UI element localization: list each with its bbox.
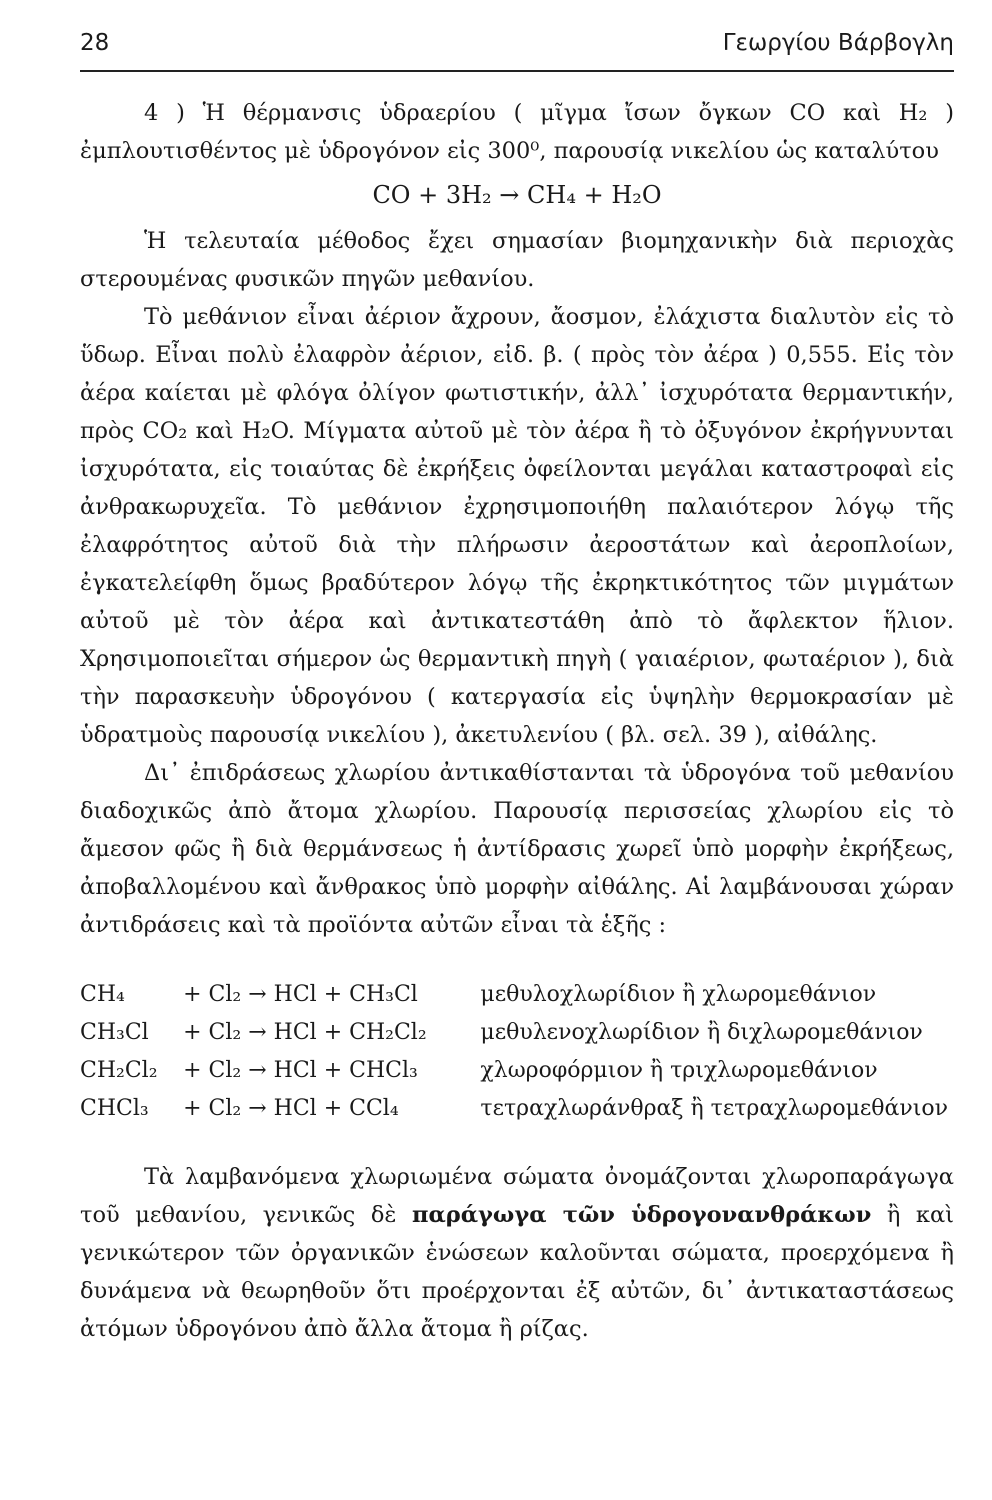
product-name: τετραχλωράνθραξ ἢ τετραχλωρομεθάνιον [480, 1096, 948, 1121]
reaction-row [80, 976, 954, 1014]
reactant: CHCl₃ [80, 1096, 149, 1121]
product-name: μεθυλοχλωρίδιον ἢ χλωρομεθάνιον [480, 982, 877, 1007]
header-rule [80, 70, 954, 72]
page-header [80, 30, 954, 56]
paragraph-industrial-significance: Ἡ τελευταία μέθοδος ἔχει σημασίαν βιομηχανικὴν διὰ περιοχὰς στερουμένας φυσικῶν πηγῶν μεθανίου. [80, 228, 954, 292]
reaction-row [80, 1052, 954, 1090]
reaction-equation: + Cl₂ → HCl + CH₂Cl₂ [183, 1020, 427, 1045]
running-head-author: Γεωργίου Βάρβογλη [722, 30, 954, 56]
paragraph-chlorination: Δι᾽ ἐπιδράσεως χλωρίου ἀντικαθίστανται τὰ ὑδρογόνα τοῦ μεθανίου διαδοχικῶς ἀπὸ ἄτομα χλωρίου. Παρουσίᾳ περισσείας χλωρίου εἰς τὸ ἄμεσον φῶς ἢ διὰ θερμάνσεως ἡ ἀντίδρασις χωρεῖ ὑπὸ μορφὴν ἐκρήξεως, ἀποβαλλομένου καὶ ἄνθρακος ὑπὸ μορφὴν αἰθάλης. Αἱ λαμβάνουσαι χώραν ἀντιδράσεις καὶ τὰ προϊόντα αὐτῶν εἶναι τὰ ἑξῆς : [80, 760, 954, 938]
paragraph-properties: Τὸ μεθάνιον εἶναι ἀέριον ἄχρουν, ἄοσμον, ἐλάχιστα διαλυτὸν εἰς τὸ ὕδωρ. Εἶναι πολὺ ἐλαφρὸν ἀέριον, εἰδ. β. ( πρὸς τὸν ἀέρα ) 0,555. Εἰς τὸν ἀέρα καίεται μὲ φλόγα ὀλίγον φωτιστικήν, ἀλλ᾽ ἰσχυρότατα θερμαντικήν, πρὸς CO₂ καὶ H₂O. Μίγματα αὐτοῦ μὲ τὸν ἀέρα ἢ τὸ ὀξυγόνον ἐκρήγνυνται ἰσχυρότατα, εἰς τοιαύτας δὲ ἐκρήξεις ὀφείλονται μεγάλαι καταστροφαὶ εἰς ἀνθρακωρυχεῖα. Τὸ μεθάνιον ἐχρησιμοποιήθη παλαιότερον λόγῳ τῆς ἐλαφρότητος αὐτοῦ διὰ τὴν πλήρωσιν ἀεροστάτων καὶ ἀεροπλοίων, ἐγκατελείφθη ὅμως βραδύτερον λόγῳ τῆς ἐκρηκτικότητος τῶν μιγμάτων αὐτοῦ μὲ τὸν ἀέρα καὶ ἀντικατεστάθη ἀπὸ τὸ ἄφλεκτον ἥλιον. Χρησιμοποιεῖται σήμερον ὡς θερμαντικὴ πηγὴ ( γαιαέριον, φωταέριον ), διὰ τὴν παρασκευὴν ὑδρογόνου ( κατεργασία εἰς ὑψηλὴν θερμοκρασίαν μὲ ὑδρατμοὺς παρουσίᾳ νικελίου ), ἀκετυλενίου ( βλ. σελ. 39 ), αἰθάλης. [80, 304, 954, 748]
reaction-equation: + Cl₂ → HCl + CH₃Cl [183, 982, 418, 1007]
paragraph-method-4: 4 ) Ἡ θέρμανσις ὑδραερίου ( μῖγμα ἴσων ὄγκων CO καὶ H₂ ) ἐμπλουτισθέντος μὲ ὑδρογόνον εἰς 300⁰, παρουσίᾳ νικελίου ὡς καταλύτου [80, 100, 954, 164]
product-name: χλωροφόρμιον ἢ τριχλωρομεθάνιον [480, 1058, 878, 1083]
chlorination-reactions-table [80, 976, 954, 1128]
reactant: CH₂Cl₂ [80, 1058, 158, 1083]
equation-methanation: CO + 3H₂ → CH₄ + H₂O [372, 181, 662, 209]
paragraph-derivatives [80, 1158, 954, 1348]
reaction-equation: + Cl₂ → HCl + CHCl₃ [183, 1058, 418, 1083]
derivatives-text-end: ἢ καὶ γενικώτερον τῶν ὀργανικῶν ἑνώσεων καλοῦνται σώματα, προερχόμενα ἢ δυνάμενα νὰ θεωρηθοῦν ὅτι προέρχονται ἐξ αὐτῶν, δι᾽ ἀντικαταστάσεως ἀτόμων ὑδρογόνου ἀπὸ ἄλλα ἄτομα ἢ ρίζας. [80, 1202, 954, 1342]
reactant: CH₄ [80, 982, 125, 1007]
reaction-row [80, 1090, 954, 1128]
product-name: μεθυλενοχλωρίδιον ἢ διχλωρομεθάνιον [480, 1020, 923, 1045]
reactant: CH₃Cl [80, 1020, 149, 1045]
reaction-equation: + Cl₂ → HCl + CCl₄ [183, 1096, 399, 1121]
page-number: 28 [80, 30, 110, 56]
derivatives-bold-term: παράγωγα τῶν ὑδρογονανθράκων [412, 1202, 872, 1228]
reaction-row [80, 1014, 954, 1052]
derivatives-text-start: Τὰ λαμβανόμενα χλωριωμένα σώματα ὀνομάζονται χλωροπαράγωγα τοῦ μεθανίου, γενικῶς δὲ [80, 1164, 954, 1228]
